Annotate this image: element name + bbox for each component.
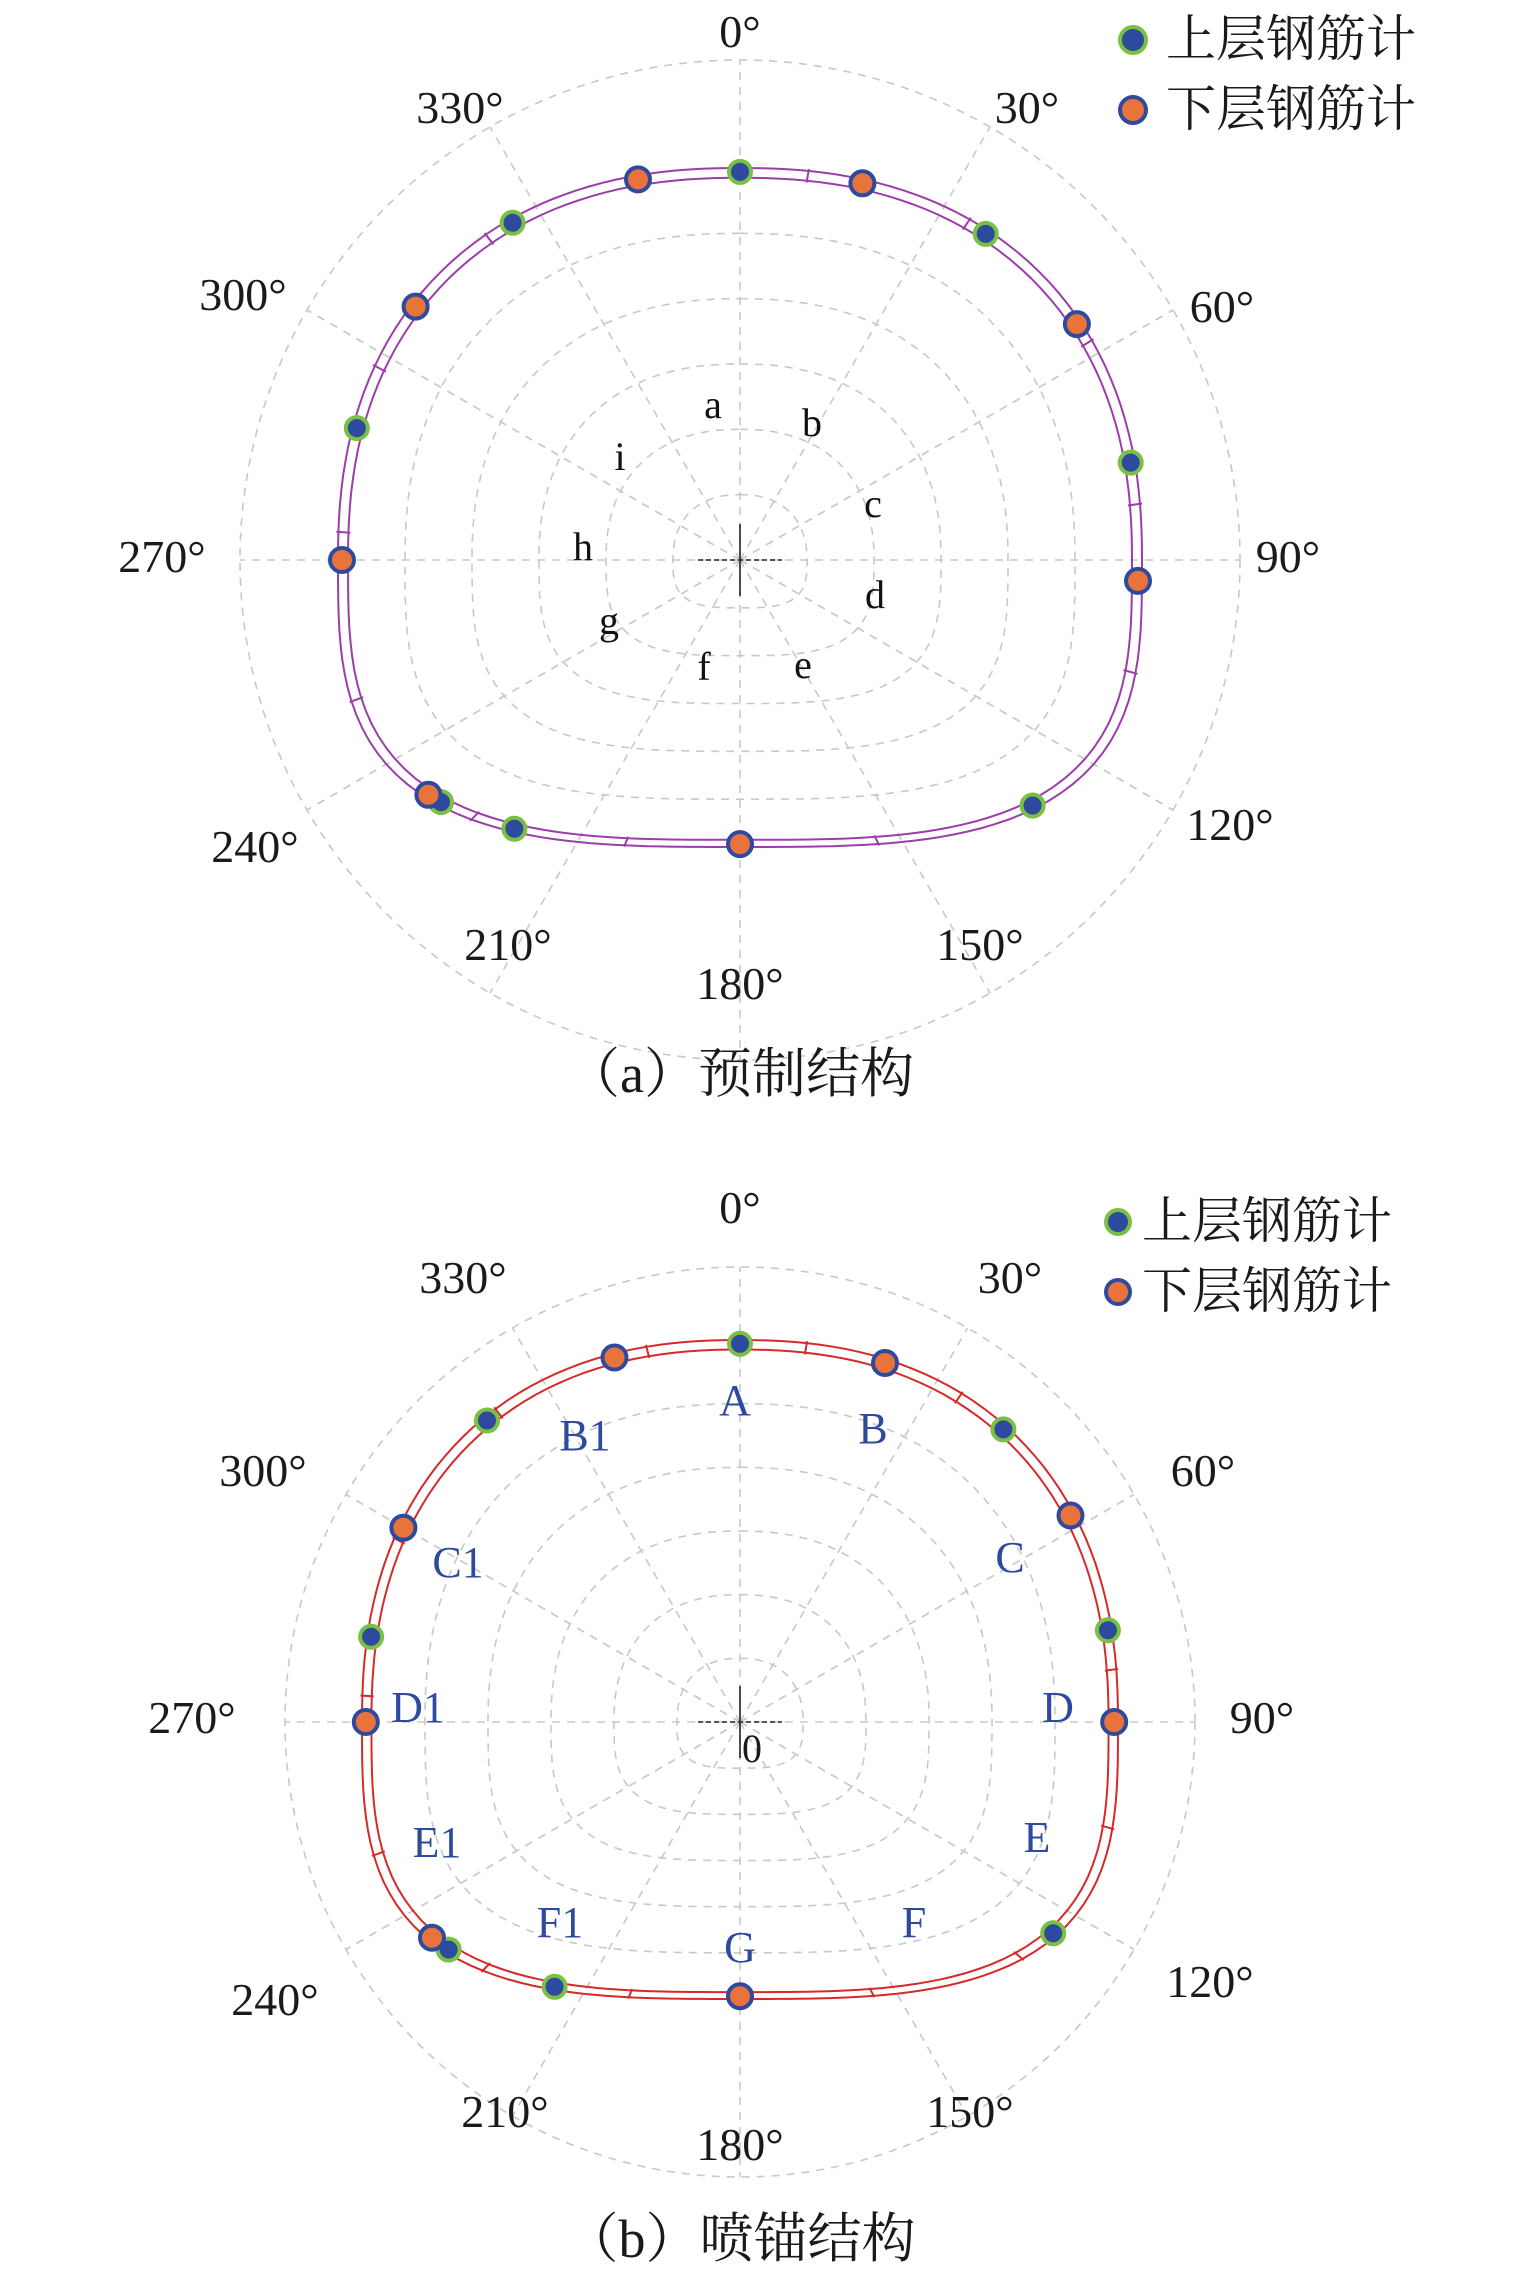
upper-gauge-marker — [476, 1410, 498, 1432]
zone-label-B: B — [858, 1404, 888, 1453]
grid-spoke — [740, 1328, 968, 1722]
angle-label-300-b: 300° — [219, 1445, 307, 1496]
zone-label-B1: B1 — [559, 1411, 611, 1460]
outline-tick — [373, 365, 386, 372]
center-crosshair-a — [698, 524, 782, 596]
angle-label-270-b: 270° — [148, 1692, 236, 1743]
lower-gauge-marker — [404, 295, 428, 319]
legend-a — [1120, 11, 1416, 137]
angle-label-330: 330° — [416, 82, 504, 133]
outline-tick — [955, 1392, 963, 1404]
angle-label-30: 30° — [994, 82, 1060, 133]
lower-gauge-marker — [873, 1351, 897, 1375]
zone-label-F: F — [901, 1898, 927, 1947]
panel-a-prefabricated — [118, 6, 1416, 1104]
upper-gauge-marker — [346, 417, 368, 439]
zone-label-E1: E1 — [412, 1818, 462, 1867]
lower-gauge-marker — [420, 1926, 444, 1950]
upper-gauge-marker — [360, 1626, 382, 1648]
angle-label-0-b: 0° — [719, 1182, 761, 1233]
upper-gauge-marker — [544, 1976, 566, 1998]
zone-label-d: d — [865, 572, 885, 617]
angle-label-120: 120° — [1186, 799, 1274, 850]
zone-label-A: A — [719, 1376, 751, 1425]
zone-label-f: f — [697, 644, 711, 689]
lower-gauge-marker — [1065, 312, 1089, 336]
angle-label-240: 240° — [211, 821, 299, 872]
upper-gauge-marker — [1042, 1922, 1064, 1944]
lower-gauge-marker — [728, 832, 752, 856]
lower-gauge-marker — [416, 783, 440, 807]
legend-b-lower-gauge-dot — [1106, 1280, 1130, 1304]
lower-gauge-marker — [1102, 1710, 1126, 1734]
lower-gauge-marker — [626, 167, 650, 191]
legend-b-upper-gauge-dot — [1106, 1210, 1130, 1234]
zone-label-D: D — [1042, 1683, 1074, 1732]
legend-a-upper-gauge-dot — [1120, 27, 1146, 53]
grid-spoke — [513, 1328, 741, 1722]
angle-label-90: 90° — [1255, 531, 1321, 582]
outline-tick — [963, 218, 971, 230]
grid-spoke — [307, 560, 740, 810]
center-crosshair-b — [698, 1686, 782, 1758]
zone-label-C: C — [995, 1533, 1025, 1582]
zone-label-i: i — [614, 434, 626, 479]
legend-b-upper-label: 上层钢筋计 — [1142, 1193, 1392, 1249]
outline-tick — [360, 1695, 373, 1696]
upper-gauge-marker — [1022, 795, 1044, 817]
lower-gauge-marker — [354, 1710, 378, 1734]
angle-label-180: 180° — [696, 958, 784, 1009]
angle-label-330-b: 330° — [419, 1252, 507, 1303]
legend-b — [1106, 1193, 1392, 1319]
zone-label-b: b — [802, 400, 822, 445]
lower-gauge-marker — [330, 548, 354, 572]
upper-gauge-marker — [729, 1333, 751, 1355]
angle-label-180-b: 180° — [696, 2119, 784, 2170]
zone-label-E: E — [1023, 1813, 1051, 1862]
lower-gauge-marker — [1059, 1504, 1083, 1528]
legend-a-lower-label: 下层钢筋计 — [1166, 81, 1416, 137]
grid-ring — [425, 1404, 1055, 1953]
outline-tick — [1081, 339, 1093, 347]
legend-a-lower-gauge-dot — [1120, 97, 1146, 123]
upper-gauge-marker — [729, 161, 751, 183]
lower-gauge-marker — [850, 171, 874, 195]
angle-label-210-b: 210° — [461, 2086, 549, 2137]
panel-b-caption: （b）喷锚结构 — [564, 2209, 916, 2269]
lower-gauge-marker — [1126, 569, 1150, 593]
legend-a-upper-label: 上层钢筋计 — [1166, 11, 1416, 67]
zone-label-D1: D1 — [391, 1683, 445, 1732]
angle-label-120-b: 120° — [1166, 1956, 1254, 2007]
angle-label-150-b: 150° — [926, 2086, 1014, 2137]
grid-spoke — [740, 1722, 968, 2116]
legend-b-lower-label: 下层钢筋计 — [1142, 1263, 1392, 1319]
lower-gauge-marker — [603, 1346, 627, 1370]
zone-label-a: a — [704, 382, 722, 427]
upper-gauge-marker — [503, 818, 525, 840]
angle-label-210: 210° — [464, 919, 552, 970]
upper-gauge-marker — [992, 1418, 1014, 1440]
panel-a-caption: （a）预制结构 — [566, 1044, 914, 1104]
upper-gauge-marker — [975, 223, 997, 245]
angle-label-300: 300° — [199, 269, 287, 320]
zone-label-h: h — [573, 524, 593, 569]
zone-label-F1: F1 — [536, 1898, 584, 1947]
angle-label-0: 0° — [719, 6, 761, 57]
upper-gauge-marker — [1120, 452, 1142, 474]
lower-gauge-marker — [728, 1984, 752, 2008]
upper-gauge-marker — [1097, 1619, 1119, 1641]
outline-tick — [485, 233, 494, 244]
grid-spoke — [307, 310, 740, 560]
outline-tick — [336, 532, 350, 533]
outline-tick — [481, 1963, 490, 1972]
zone-label-e: e — [794, 642, 812, 687]
zone-label-C1: C1 — [432, 1538, 484, 1587]
angle-label-30-b: 30° — [977, 1252, 1043, 1303]
zone-label-c: c — [864, 481, 882, 526]
upper-gauge-marker — [502, 212, 524, 234]
angle-label-240-b: 240° — [231, 1974, 319, 2025]
zone-label-g: g — [599, 598, 619, 643]
outline-tick — [1014, 1952, 1024, 1960]
angle-label-60: 60° — [1189, 281, 1255, 332]
lower-gauge-marker — [391, 1516, 415, 1540]
grid-spoke — [490, 127, 740, 560]
angle-label-150: 150° — [936, 919, 1024, 970]
angle-label-60-b: 60° — [1170, 1445, 1236, 1496]
outline-tick — [470, 812, 479, 821]
zone-label-G: G — [724, 1923, 756, 1972]
angle-label-90-b: 90° — [1229, 1692, 1295, 1743]
panel-b-shotcrete — [148, 1182, 1392, 2269]
center-label-b: 0 — [742, 1726, 762, 1771]
angle-label-270: 270° — [118, 531, 206, 582]
